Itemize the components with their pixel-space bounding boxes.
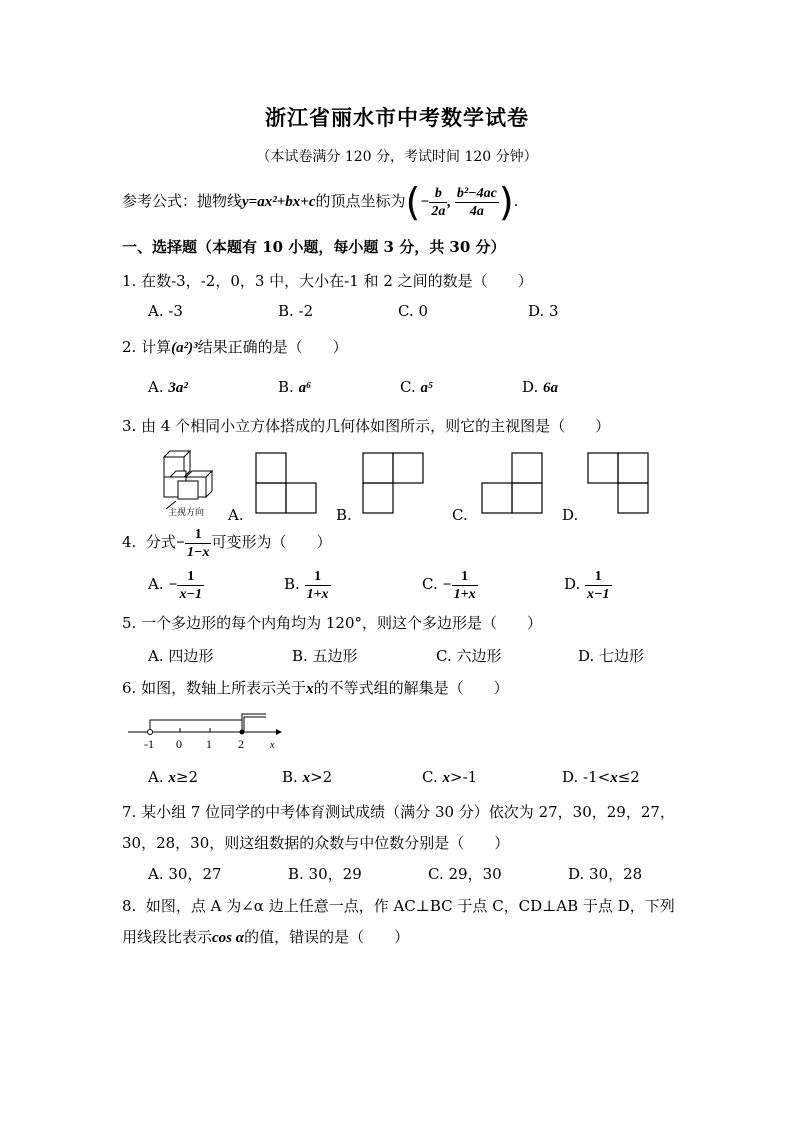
q7-option-d[interactable]: D. 30，28 [568,865,643,883]
q6-option-b-label: B. [282,768,298,786]
question-3 [122,415,610,436]
page-title: 浙江省丽水市中考数学试卷 [265,105,529,130]
q5-option-d[interactable]: D. 七边形 [578,647,645,665]
q1-option-d[interactable]: D. 3 [528,302,559,320]
q6-option-a-tail: ≥2 [175,768,199,786]
q2-number: 2. [122,338,137,356]
q4-number: 4. [122,533,137,551]
vertex-y [455,185,499,220]
vertex-y-den: 4a [469,203,484,219]
q7-number: 7. [122,803,137,821]
q3-option-d-label[interactable]: D. [562,506,579,524]
q6-option-a[interactable]: A. x≥2 [148,768,199,786]
reference-formula: 参考公式：抛物线y=ax²+bx+c的顶点坐标为(− $\frac{b}{2a}$ , $\frac{\text{b²−4ac}}{4a}$ ). [122,180,519,224]
q4-option-b-label: B. [284,575,300,593]
q4-option-d[interactable]: D. $\frac{1}{x-1}$ [564,568,610,602]
q8-line2 [122,926,409,947]
q8-line2-prefix: 用线段比表示 [122,928,213,946]
q4-frac-den: 1−x [186,544,210,560]
q2-option-d-label: D. [522,378,539,396]
q3-option-b-figure[interactable] [362,452,424,514]
formula-mid: 的顶点坐标为 [315,192,406,210]
left-paren: ( [405,180,421,224]
q7-option-c[interactable]: C. 29，30 [428,865,502,883]
q6-option-d[interactable]: D. -1<x≤2 [562,768,640,786]
q2-option-b[interactable] [278,378,311,397]
q4-option-c-den: 1+x [453,586,476,602]
q3-option-b-label[interactable]: B. [336,506,352,524]
q3-option-d-figure[interactable] [587,452,649,514]
q2-option-a[interactable] [148,378,188,397]
q7-line2: 30，28，30，则这组数据的众数与中位数分别是（ ） [122,834,510,852]
q2-stem-prefix: 计算 [141,338,172,356]
q6-stem-prefix: 如图，数轴上所表示关于 [141,679,307,697]
tick-label-2: 2 [238,737,244,751]
q2-option-c-label: C. [400,378,416,396]
q1-number: 1. [122,272,137,290]
q1-option-b[interactable]: B. -2 [278,302,314,320]
q5-stem: 一个多边形的每个内角均为 120°，则这个多边形是（ ） [141,614,542,632]
tick-label-0: 0 [176,737,182,751]
q2-option-a-label: A. [148,378,164,396]
parabola-expression: y=ax²+bx+c [242,194,316,210]
q3-stem: 由 4 个相同小立方体搭成的几何体如图所示，则它的主视图是（ ） [141,417,611,435]
q6-option-c[interactable]: C. x>-1 [422,768,478,786]
q7-option-a[interactable]: A. 30，27 [148,865,222,883]
q6-option-d-label: D. -1< [562,768,611,786]
question-8 [122,895,675,916]
q6-option-c-label: C. [422,768,438,786]
q5-option-b[interactable]: B. 五边形 [292,647,358,665]
question-1 [122,270,533,291]
q5-option-a[interactable]: A. 四边形 [148,647,214,665]
view-direction-label: 主视方向 [168,508,205,518]
axis-var-label: x [270,740,275,751]
q2-option-b-label: B. [278,378,294,396]
q3-option-a-figure[interactable] [255,452,317,514]
q4-frac-num: 1 [185,526,211,544]
q6-option-d-tail: ≤2 [617,768,640,786]
q6-number: 6. [122,679,137,697]
q6-option-b[interactable]: B. x>2 [282,768,333,786]
exam-info: （本试卷满分 120 分，考试时间 120 分钟） [256,149,538,165]
q2-option-d[interactable] [522,378,558,397]
open-point [148,730,153,735]
q4-option-d-label: D. [564,575,581,593]
q2-option-d-expr: 6a [543,380,559,396]
q1-option-c[interactable]: C. 0 [398,302,429,320]
tick-label-neg1: -1 [144,737,154,751]
q2-stem-suffix: 结果正确的是（ ） [197,338,348,356]
q8-cos-expression: cos α [212,930,245,946]
q8-line2-suffix: 的值，错误的是（ ） [244,928,410,946]
section-heading: 一、选择题（本题有 10 小题，每小题 3 分，共 30 分） [122,238,506,256]
question-7 [122,801,675,822]
q4-option-a-sign: − [168,577,178,593]
formula-prefix: 参考公式：抛物线 [122,192,243,210]
q2-option-b-expr: a⁶ [298,380,312,396]
q4-stem-prefix: 分式 [145,533,176,551]
range-line-1 [150,720,242,732]
q6-stem-suffix: 的不等式组的解集是（ ） [313,679,509,697]
q7-line1: 某小组 7 位同学的中考体育测试成绩（满分 30 分）依次为 27，30，29，27， [141,803,675,821]
closed-point [240,730,245,735]
q4-option-c-sign: − [442,577,452,593]
number-line [126,708,286,750]
q3-option-c-figure[interactable] [481,452,543,514]
vertex-x-den: 2a [431,203,446,219]
q2-option-a-expr: 3a² [168,380,188,396]
vertex-x [429,185,447,220]
axis-arrow [276,729,282,735]
question-4: 4. 分式− $\frac{1}{1-x}$ 可变形为（ ） [122,526,332,560]
q3-option-c-label[interactable]: C. [452,506,468,524]
range-line-3 [244,717,266,732]
q1-option-a[interactable]: A. -3 [148,302,183,320]
q2-option-c[interactable] [400,378,433,397]
q4-option-a-label: A. [148,575,164,593]
q4-option-a[interactable]: A. − $\frac{1}{x-1}$ [148,568,202,602]
tick-label-1: 1 [206,737,212,751]
q3-number: 3. [122,417,137,435]
q4-option-b[interactable]: B. $\frac{1}{1+x}$ [284,568,329,602]
q6-option-b-tail: >2 [310,768,333,786]
question-6 [122,677,509,698]
q3-option-a-label[interactable]: A. [228,506,244,524]
q4-option-c-label: C. [422,575,438,593]
q5-number: 5. [122,614,137,632]
right-paren: ) [498,180,514,224]
q8-number: 8. [122,897,137,915]
q5-option-c[interactable]: C. 六边形 [436,647,502,665]
vertex-y-num: b²−4ac [456,185,497,201]
q7-option-b[interactable]: B. 30，29 [288,865,362,883]
q4-option-d-den: x−1 [587,586,610,602]
q8-line1: 如图，点 A 为∠α 边上任意一点，作 AC⊥BC 于点 C，CD⊥AB 于点 D，下列 [145,897,675,915]
q4-option-b-den: 1+x [306,586,329,602]
question-5 [122,612,542,633]
q4-option-c[interactable]: C. − $\frac{1}{1+x}$ [422,568,476,602]
q4-fraction [185,526,211,561]
question-2 [122,336,348,357]
q6-option-c-tail: >-1 [450,768,478,786]
q4-option-a-den: x−1 [179,586,202,602]
q2-expression: (a²)³ [171,340,198,356]
q6-option-a-label: A. [148,768,164,786]
q4-stem-suffix: 可变形为（ ） [211,533,332,551]
q6-variable: x [306,681,314,697]
vertex-x-num: b [429,185,447,203]
q1-stem: 在数-3，-2，0，3 中，大小在-1 和 2 之间的数是（ ） [141,272,533,290]
q2-option-c-expr: a⁵ [420,380,434,396]
